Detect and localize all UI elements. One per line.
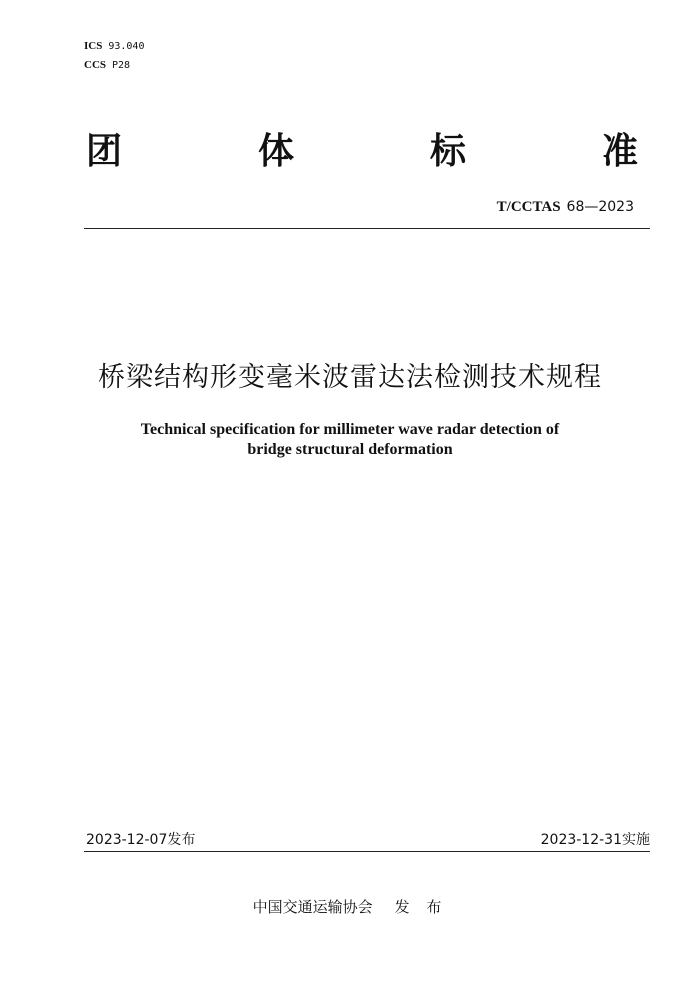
effective-date-label: 实施 <box>622 832 650 848</box>
standard-number-value: 68—2023 <box>566 199 634 215</box>
classification-block <box>84 37 144 75</box>
standard-number-prefix: T/CCTAS <box>496 199 561 215</box>
effective-date-value: 2023-12-31 <box>540 832 622 848</box>
ccs-value: P28 <box>112 60 131 71</box>
publisher-organization: 中国交通运输协会 <box>252 898 373 916</box>
bottom-divider <box>84 851 650 852</box>
standard-type-char: 体 <box>257 131 294 172</box>
publisher-action: 发 布 <box>394 898 448 916</box>
standard-type-char: 团 <box>86 131 123 172</box>
effective-date <box>541 830 650 850</box>
top-divider <box>84 228 650 229</box>
standard-type-char: 准 <box>601 131 638 172</box>
document-title-chinese: 桥梁结构形变毫米波雷达法检测技术规程 <box>98 362 602 393</box>
ccs-code <box>84 56 144 75</box>
english-title-line: Technical specification for millimeter wave radar detection of <box>140 421 560 438</box>
issue-date-value: 2023-12-07 <box>86 832 168 848</box>
issue-date <box>86 830 195 850</box>
issue-date-label: 发布 <box>167 832 196 848</box>
standard-type-heading <box>86 128 638 176</box>
document-title-english <box>100 420 600 460</box>
ics-label: ICS <box>84 40 103 52</box>
english-title-line: bridge structural deformation <box>247 441 453 458</box>
standard-type-char: 标 <box>429 131 466 172</box>
standard-number <box>497 196 634 217</box>
ccs-label: CCS <box>84 59 107 71</box>
publisher-line <box>0 896 700 918</box>
ics-value: 93.040 <box>108 41 145 52</box>
ics-code <box>84 37 144 56</box>
